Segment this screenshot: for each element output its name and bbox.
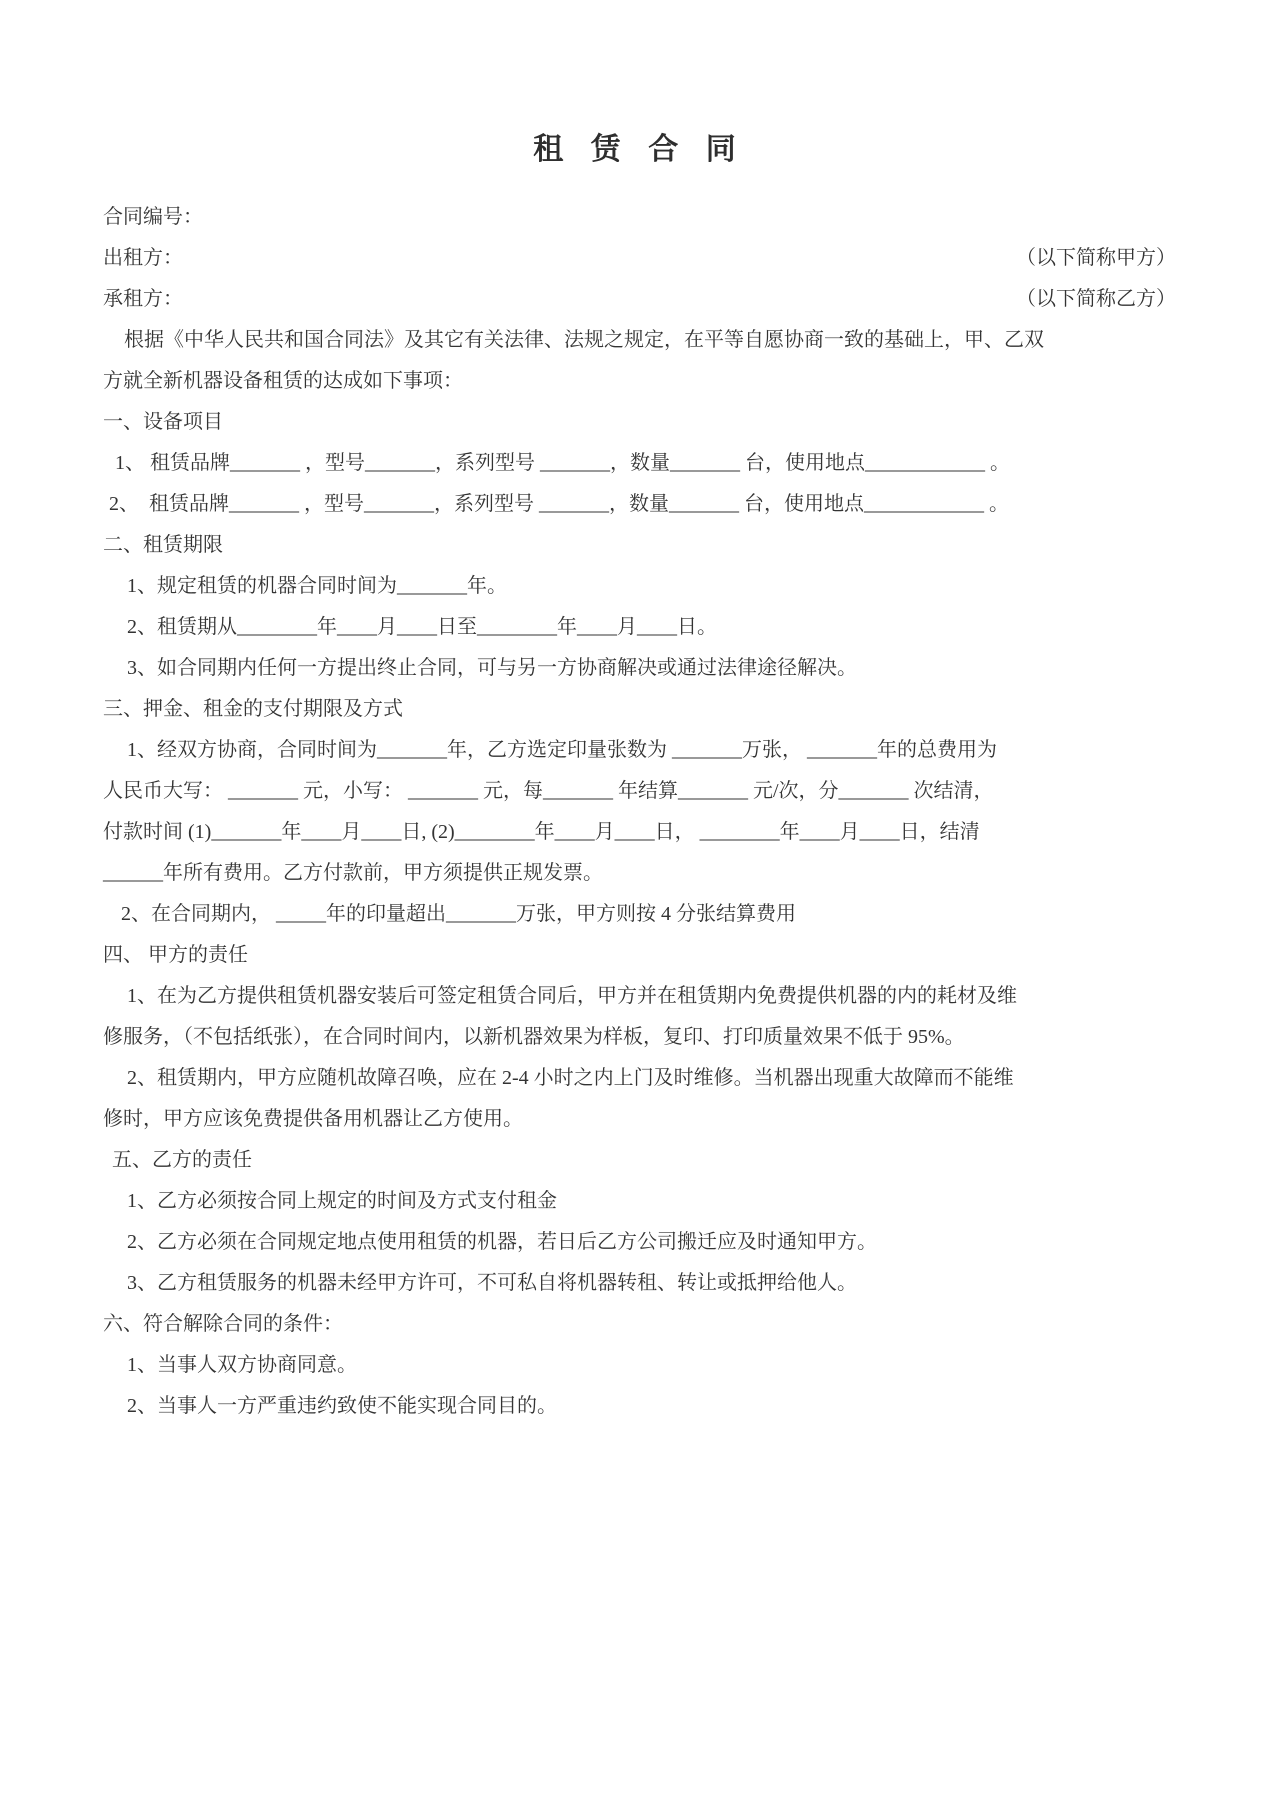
document-title: 租 赁 合 同 — [533, 133, 746, 166]
termination-condition-1: 1、当事人双方协商同意。 — [127, 1354, 357, 1376]
payment-item-1-line-2: 人民币大写： _______ 元，小写： _______ 元，每_______ 年结算_______ 元/次，分_______ 次结清， — [103, 780, 994, 802]
lease-term-item-1: 1、规定租赁的机器合同时间为_______年。 — [127, 575, 507, 597]
payment-item-1-line-4: ______年所有费用。乙方付款前，甲方须提供正规发票。 — [103, 862, 603, 884]
section-heading-equipment: 一、设备项目 — [103, 411, 223, 433]
lessor-label: 出租方： — [103, 247, 183, 269]
contract-number-line: 合同编号： — [103, 206, 203, 228]
section-heading-termination: 六、符合解除合同的条件： — [103, 1313, 343, 1335]
payment-item-1-line-1: 1、经双方协商，合同时间为_______年，乙方选定印量张数为 _______万张， _______年的总费用为 — [127, 739, 997, 761]
party-a-duty-2-line-2: 修时，甲方应该免费提供备用机器让乙方使用。 — [103, 1108, 523, 1130]
payment-item-1-line-3: 付款时间 (1)_______年____月____日, (2)________年____月____日， ________年____月____日，结清 — [103, 821, 980, 843]
party-b-duty-3: 3、乙方租赁服务的机器未经甲方许可，不可私自将机器转租、转让或抵押给他人。 — [127, 1272, 857, 1294]
equipment-item-2: 2、 租赁品牌_______ ，型号_______，系列型号 _______，数量_______ 台，使用地点____________ 。 — [109, 493, 1009, 515]
termination-condition-2: 2、当事人一方严重违约致使不能实现合同目的。 — [127, 1395, 557, 1417]
preamble-line-1: 根据《中华人民共和国合同法》及其它有关法律、法规之规定，在平等自愿协商一致的基础上，甲、乙双 — [124, 329, 1044, 351]
equipment-item-1: 1、 租赁品牌_______ ，型号_______，系列型号 _______，数量_______ 台，使用地点____________ 。 — [115, 452, 1010, 474]
lessee-line — [103, 279, 1176, 320]
section-heading-payment: 三、押金、租金的支付期限及方式 — [103, 698, 403, 720]
section-heading-party-a-duties: 四、 甲方的责任 — [103, 944, 248, 966]
lessor-line — [103, 238, 1176, 279]
section-heading-party-b-duties: 五、乙方的责任 — [112, 1149, 252, 1171]
payment-item-2: 2、在合同期内， _____年的印量超出_______万张，甲方则按 4 分张结算费用 — [121, 903, 796, 925]
party-b-duty-2: 2、乙方必须在合同规定地点使用租赁的机器，若日后乙方公司搬迁应及时通知甲方。 — [127, 1231, 877, 1253]
lessee-label: 承租方： — [103, 288, 183, 310]
party-a-duty-1-line-2: 修服务，（不包括纸张），在合同时间内，以新机器效果为样板，复印、打印质量效果不低于 95%。 — [103, 1026, 965, 1048]
party-a-duty-1-line-1: 1、在为乙方提供租赁机器安装后可签定租赁合同后，甲方并在租赁期内免费提供机器的内的耗材及维 — [127, 985, 1017, 1007]
lessee-alias: （以下简称乙方） — [1016, 288, 1176, 310]
lease-term-item-2: 2、租赁期从________年____月____日至________年____月____日。 — [127, 616, 717, 638]
lessor-alias: （以下简称甲方） — [1016, 247, 1176, 269]
party-b-duty-1: 1、乙方必须按合同上规定的时间及方式支付租金 — [127, 1190, 557, 1212]
preamble-line-2: 方就全新机器设备租赁的达成如下事项： — [103, 370, 463, 392]
lease-term-item-3: 3、如合同期内任何一方提出终止合同，可与另一方协商解决或通过法律途径解决。 — [127, 657, 857, 679]
section-heading-lease-term: 二、租赁期限 — [103, 534, 223, 556]
party-a-duty-2-line-1: 2、租赁期内，甲方应随机故障召唤，应在 2-4 小时之内上门及时维修。当机器出现重大故障而不能维 — [127, 1067, 1014, 1089]
